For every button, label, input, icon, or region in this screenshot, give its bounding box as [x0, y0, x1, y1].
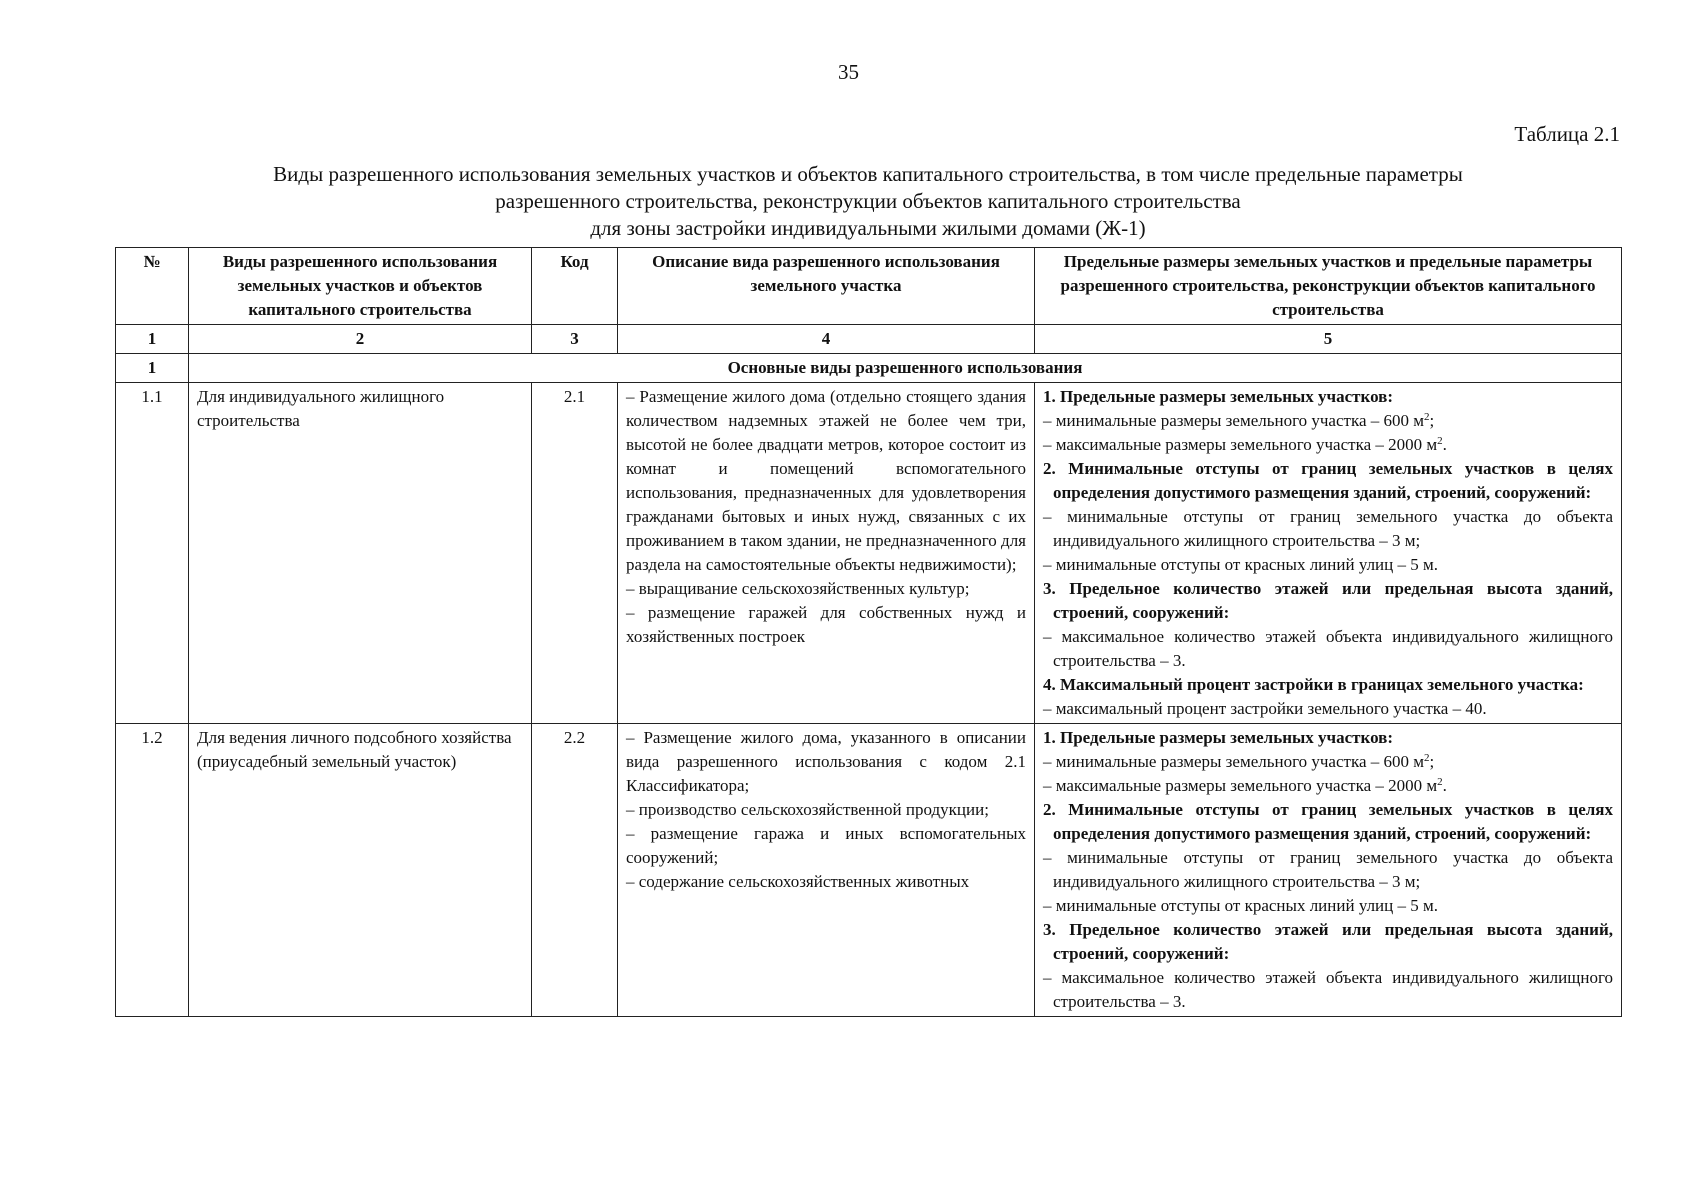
description-item: – выращивание сельскохозяйственных культур;: [626, 579, 970, 598]
table-row: [116, 724, 1622, 1017]
column-number: 4: [618, 325, 1035, 354]
row-description: [618, 724, 1035, 1017]
description-item: – содержание сельскохозяйственных животных: [626, 872, 970, 891]
param-item: – минимальные отступы от красных линий улиц – 5 м.: [1043, 896, 1439, 915]
table-title-line-2: разрешенного строительства, реконструкции объектов капитального строительства: [495, 189, 1241, 213]
row-params: [1035, 724, 1622, 1017]
header-description: Описание вида разрешенного использования земельного участка: [618, 248, 1035, 325]
param-item: – максимальное количество этажей объекта индивидуального жилищного строительства – 3.: [1043, 627, 1613, 670]
table-row: [116, 383, 1622, 724]
description-item: – Размещение жилого дома (отдельно стоящего здания количеством надземных этажей не более чем три, высотой не более двадцати метров, которое состоит из комнат и помещений вспомогательного использования, предназначенных для удовлетворения гражданами бытовых и иных нужд, связанных с их проживанием в таком здании, не предназначенного для раздела на самостоятельные объекты недвижимости);: [626, 387, 1026, 574]
row-name: Для ведения личного подсобного хозяйства (приусадебный земельный участок): [189, 724, 532, 1017]
section-title: Основные виды разрешенного использования: [189, 354, 1622, 383]
param-item: – минимальные отступы от границ земельного участка до объекта индивидуального жилищного строительства – 3 м;: [1043, 848, 1613, 891]
header-code: Код: [532, 248, 618, 325]
superscript: 2: [1424, 411, 1430, 423]
row-code: 2.2: [532, 724, 618, 1017]
description-item: – размещение гаража и иных вспомогательных сооружений;: [626, 824, 1026, 867]
column-number: 5: [1035, 325, 1622, 354]
header-num: №: [116, 248, 189, 325]
row-num: 1.1: [116, 383, 189, 724]
superscript: 2: [1437, 435, 1443, 447]
description-item: – Размещение жилого дома, указанного в описании вида разрешенного использования с кодом 2.1 Классификатора;: [626, 728, 1026, 795]
section-num: 1: [116, 354, 189, 383]
param-heading: 3. Предельное количество этажей или предельная высота зданий, строений, сооружений:: [1043, 920, 1613, 963]
row-description: [618, 383, 1035, 724]
row-params: [1035, 383, 1622, 724]
param-item: – максимальный процент застройки земельного участка – 40.: [1043, 699, 1487, 718]
param-item: – минимальные отступы от красных линий улиц – 5 м.: [1043, 555, 1439, 574]
page-number: 35: [838, 60, 859, 84]
param-item: – максимальные размеры земельного участка – 2000 $м^2$.: [1043, 435, 1447, 454]
table-title-line-1: Виды разрешенного использования земельных участков и объектов капитального строительства, в том числе предельные параметры: [273, 162, 1463, 186]
table-title: [115, 161, 1621, 242]
description-item: – производство сельскохозяйственной продукции;: [626, 800, 989, 819]
param-heading: 1. Предельные размеры земельных участков:: [1043, 728, 1394, 747]
header-types: Виды разрешенного использования земельных участков и объектов капитального строительства: [189, 248, 532, 325]
column-number: 3: [532, 325, 618, 354]
row-code: 2.1: [532, 383, 618, 724]
row-num: 1.2: [116, 724, 189, 1017]
param-heading: 1. Предельные размеры земельных участков:: [1043, 387, 1394, 406]
param-heading: 2. Минимальные отступы от границ земельных участков в целях определения допустимого размещения зданий, строений, сооружений:: [1043, 459, 1613, 502]
column-number: 2: [189, 325, 532, 354]
column-number-row: [116, 325, 1622, 354]
table-title-line-3: для зоны застройки индивидуальными жилыми домами (Ж-1): [590, 216, 1146, 240]
row-name: Для индивидуального жилищного строительства: [189, 383, 532, 724]
param-heading: 4. Максимальный процент застройки в границах земельного участка:: [1043, 675, 1584, 694]
param-heading: 3. Предельное количество этажей или предельная высота зданий, строений, сооружений:: [1043, 579, 1613, 622]
superscript: 2: [1437, 776, 1443, 788]
table-label: Таблица 2.1: [1514, 122, 1620, 146]
param-item: – максимальное количество этажей объекта индивидуального жилищного строительства – 3.: [1043, 968, 1613, 1011]
section-row: [116, 354, 1622, 383]
land-use-table: [115, 247, 1622, 1017]
param-item: – максимальные размеры земельного участка – 2000 $м^2$.: [1043, 776, 1447, 795]
header-limits: Предельные размеры земельных участков и предельные параметры разрешенного строительства, реконструкции объектов капитального строительства: [1035, 248, 1622, 325]
superscript: 2: [1424, 752, 1430, 764]
table-header-row: [116, 248, 1622, 325]
param-item: – минимальные размеры земельного участка – 600 $м^2$;: [1043, 411, 1435, 430]
param-heading: 2. Минимальные отступы от границ земельных участков в целях определения допустимого размещения зданий, строений, сооружений:: [1043, 800, 1613, 843]
param-item: – минимальные отступы от границ земельного участка до объекта индивидуального жилищного строительства – 3 м;: [1043, 507, 1613, 550]
param-item: – минимальные размеры земельного участка – 600 $м^2$;: [1043, 752, 1435, 771]
column-number: 1: [116, 325, 189, 354]
description-item: – размещение гаражей для собственных нужд и хозяйственных построек: [626, 603, 1026, 646]
